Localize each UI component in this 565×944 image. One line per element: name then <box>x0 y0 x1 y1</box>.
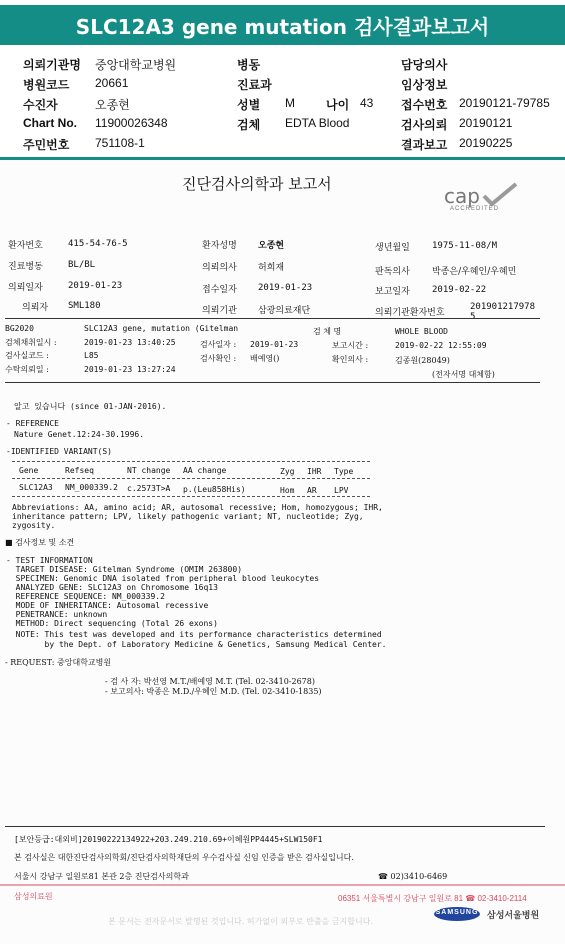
column-header: Type <box>334 467 354 476</box>
column-header: NT change <box>127 466 171 475</box>
hdr-label: Chart No. <box>23 116 77 130</box>
hdr-value: 오종현 <box>95 98 130 112</box>
info-value: 2019-01-23 <box>258 283 313 293</box>
abbreviation-line: zygosity. <box>12 521 56 530</box>
hdr-label: 결과보고 <box>401 138 448 152</box>
hdr-value: M <box>285 96 295 110</box>
info-value: 오종현 <box>258 241 285 251</box>
hdr-label: 진료과 <box>237 78 272 92</box>
info-line: PENETRANCE: unknown <box>6 610 108 619</box>
table-cell: LPV <box>334 486 349 495</box>
hdr-value: 751108-1 <box>95 136 145 150</box>
hdr-label: 병원코드 <box>23 78 70 92</box>
info-value: 1975-11-08/M <box>432 241 498 251</box>
info-value: 5 <box>470 312 476 322</box>
signature-line: - 검 사 자: 박선영 M.T./배예영 M.T. (Tel. 02-3410-2678) <box>105 677 315 686</box>
info-value: 박종은/우혜인/우혜민 <box>432 267 517 277</box>
info-label: 의뢰일자 <box>8 283 43 293</box>
hdr-label: 주민번호 <box>23 138 70 152</box>
side-document-number <box>0 744 20 844</box>
specimen-value: WHOLE BLOOD <box>395 327 448 336</box>
info-line: REFERENCE SEQUENCE: NM_000339.2 <box>6 592 165 601</box>
test-value: 2019-02-22 12:55:09 <box>395 341 487 350</box>
report-title: SLC12A3 gene mutation 검사결과보고서 <box>0 5 565 45</box>
info-line: SPECIMEN: Genomic DNA isolated from peripheral blood leukocytes <box>6 574 320 583</box>
test-label: 검사확인 : <box>200 354 237 363</box>
cap-sub-text: ACCREDITED <box>450 206 500 212</box>
info-line: ANALYZED GENE: SLC12A3 on Chromosome 16q13 <box>6 583 218 592</box>
info-label: 의뢰의사 <box>202 263 237 273</box>
info-label: 환자번호 <box>8 241 43 251</box>
department-phone: ☎ 02)3410-6469 <box>378 872 448 881</box>
cap-accredited-logo <box>440 182 520 216</box>
table-rule <box>12 461 370 462</box>
hdr-value: 20661 <box>95 76 129 90</box>
test-label: 수탁의뢰일 : <box>5 365 49 374</box>
info-label: 의뢰기관 <box>202 306 237 316</box>
info-value: 허희재 <box>258 263 285 273</box>
test-code: BG2020 <box>5 324 34 333</box>
hdr-label: 담당의사 <box>401 58 448 72</box>
hdr-value: 중앙대학교병원 <box>95 58 177 72</box>
info-label: 진료병동 <box>8 262 43 272</box>
test-value: 2019-01-23 13:40:25 <box>84 338 176 347</box>
variant-heading: -IDENTIFIED VARIANT(S) <box>6 447 112 456</box>
info-line: MODE OF INHERITANCE: Autosomal recessive <box>6 601 209 610</box>
info-value: 2019-01-23 <box>68 281 123 291</box>
test-name: SLC12A3 gene, mutation (Gitelman <box>84 324 239 333</box>
column-header: AA change <box>183 466 227 475</box>
table-cell: c.2573T>A <box>127 484 171 493</box>
info-line: - TEST INFORMATION <box>6 556 93 565</box>
since-text: 알고 있습니다 (since 01-JAN-2016). <box>14 402 167 411</box>
scan-report-title: 진단검사의학과 보고서 <box>182 175 332 193</box>
info-line: by the Dept. of Laboratory Medicine & Genetics, Samsung Medical Center. <box>6 640 387 649</box>
info-line: TARGET DISEASE: Gitelman Syndrome (OMIM 263800) <box>6 565 243 574</box>
hospital-address: 06351 서울특별시 강남구 일원로 81 ☎ 02-3410-2114 <box>338 894 527 903</box>
test-label: 보고시간 : <box>332 341 369 350</box>
info-label: 의뢰자 <box>22 303 49 313</box>
hdr-label: 접수번호 <box>401 98 448 112</box>
info-value: BL/BL <box>68 260 96 270</box>
hdr-label: 검사의뢰 <box>401 118 448 132</box>
side-number-text <box>0 760 1 828</box>
hdr-value: 20190225 <box>459 136 513 150</box>
electronic-signature-note: (전자서명 대체함) <box>432 370 495 379</box>
info-label: 생년월일 <box>375 243 410 253</box>
info-value: 삼광의료재단 <box>258 306 311 316</box>
table-cell: SLC12A3 <box>19 483 53 492</box>
table-cell: NM_000339.2 <box>65 483 118 492</box>
table-cell: Hom <box>280 486 295 495</box>
info-divider <box>5 318 540 319</box>
table-cell: AR <box>307 486 317 495</box>
info-label: 판독의사 <box>375 267 410 277</box>
info-line: NOTE: This test was developed and its performance characteristics determined <box>6 630 382 639</box>
test-label: 확인의사 : <box>332 355 369 364</box>
hdr-label: 임상정보 <box>401 78 448 92</box>
test-value: 김종원(28049) <box>395 356 450 365</box>
footer-divider <box>5 826 545 827</box>
hdr-value: 43 <box>360 96 374 110</box>
hdr-value: 20190121-79785 <box>459 96 550 110</box>
signature-line: - 보고의사: 박종은 M.D./우혜인 M.D. (Tel. 02-3410-1835) <box>105 687 322 696</box>
column-header: Refseq <box>65 466 94 475</box>
certification-text: 본 검사실은 대한진단검사의학회/진단검사의학재단의 우수검사실 신임 인증을 받은 검사실입니다. <box>14 853 354 862</box>
abbreviation-line: inheritance pattern; LPV, likely pathogenic variant; NT, nucleotide; Zyg, <box>12 512 364 521</box>
column-header: Gene <box>19 466 39 475</box>
hdr-value: EDTA Blood <box>285 116 350 130</box>
table-rule <box>12 496 370 497</box>
test-label: 검체채취일시 : <box>5 338 57 347</box>
test-value: 배예영() <box>250 354 280 363</box>
footer-pink-line <box>0 884 565 886</box>
department-address: 서울시 강남구 일원로81 본관 2층 진단검사의학과 <box>14 872 189 881</box>
hdr-value: 20190121 <box>459 116 513 130</box>
column-header: Zyg <box>280 467 295 476</box>
info-label: 의뢰기관환자번호 <box>375 308 445 318</box>
reference-text: Nature Genet.12:24-30.1996. <box>14 430 145 439</box>
request-line: - REQUEST: 중앙대학교병원 <box>5 658 112 667</box>
hdr-label: 성별 <box>237 98 261 112</box>
test-value: 2019-01-23 <box>250 340 299 349</box>
info-value: 201901217978 <box>470 302 536 312</box>
table-cell: p.(Leu858His) <box>183 485 246 494</box>
hospital-name: 삼성서울병원 <box>487 910 540 920</box>
test-label: 검사일자 : <box>200 340 237 349</box>
cap-text: cap <box>444 184 480 208</box>
hdr-value: 11900026348 <box>95 116 168 130</box>
document-notice: 본 문서는 전자문서로 발행된 것입니다. 허가없이 외부로 반출을 금지합니다. <box>108 917 373 926</box>
info-label: 보고일자 <box>375 287 410 297</box>
abbreviation-line: Abbreviations: AA, amino acid; AR, autosomal recessive; Hom, homozygous; IHR, <box>12 503 383 512</box>
hdr-label: 의뢰기관명 <box>23 58 81 72</box>
hdr-label: 나이 <box>326 98 350 112</box>
medical-center-brand: 삼성의료원 <box>14 892 53 901</box>
hdr-label: 수진자 <box>23 98 58 112</box>
samsung-logo <box>434 907 480 921</box>
info-line: METHOD: Direct sequencing (Total 26 exons) <box>6 619 218 628</box>
test-divider <box>5 382 540 383</box>
test-value: 2019-01-23 13:27:24 <box>84 365 176 374</box>
test-label: 검사실코드 : <box>5 351 49 360</box>
reference-heading: - REFERENCE <box>6 419 59 428</box>
hdr-label: 병동 <box>237 58 261 72</box>
section-heading: ■ 검사정보 및 소견 <box>5 538 75 547</box>
info-label: 환자성명 <box>202 241 237 251</box>
info-value: 2019-02-22 <box>432 285 487 295</box>
column-header: IHR <box>307 467 322 476</box>
info-value: SML180 <box>68 301 101 311</box>
test-value: L85 <box>84 351 99 360</box>
table-rule <box>12 478 370 479</box>
specimen-label: 검 체 명 <box>313 327 342 336</box>
hdr-label: 검체 <box>237 118 261 132</box>
info-label: 접수일자 <box>202 285 237 295</box>
info-value: 415-54-76-5 <box>68 239 128 249</box>
samsung-logo-text: SAMSUNG <box>435 909 479 916</box>
print-security-line: [보안등급:대외비]20190222134922+203.249.210.69+이혜원PP4445+SLW150F1 <box>14 835 323 844</box>
